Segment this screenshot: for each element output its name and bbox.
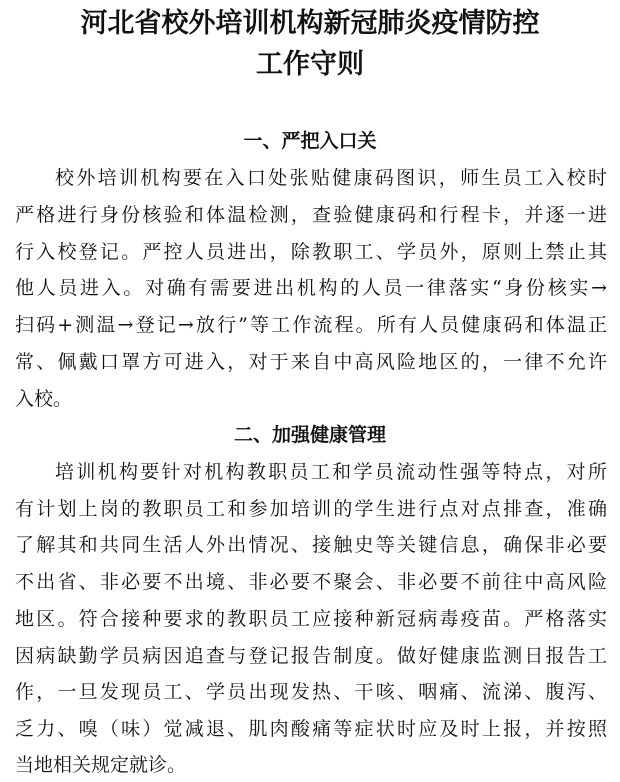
- paragraph-line: 严格进行身份核验和体温检测，查验健康码和行程卡，并逐一进: [15, 204, 607, 226]
- paragraph-line: 入校。: [15, 388, 73, 410]
- paragraph-line: 当地相关规定就诊。: [15, 754, 187, 776]
- paragraph-line: 扫码+测温→登记→放行”等工作流程。所有人员健康码和体温正: [15, 314, 607, 336]
- paragraph-line: 不出省、非必要不出境、非必要不聚会、非必要不前往中高风险: [15, 571, 607, 593]
- paragraph-line: 行入校登记。严控人员进出，除教职工、学员外，原则上禁止其: [15, 241, 607, 263]
- document-title-line-1: 河北省校外培训机构新冠肺炎疫情防控: [80, 8, 540, 39]
- paragraph-line: 常、佩戴口罩方可进入，对于来自中高风险地区的，一律不允许: [15, 351, 607, 373]
- paragraph-line: 有计划上岗的教职员工和参加培训的学生进行点对点排查，准确: [15, 498, 607, 520]
- section-heading-health-management: 二、加强健康管理: [233, 424, 386, 446]
- paragraph-line: 因病缺勤学员病因追查与登记报告制度。做好健康监测日报告工: [15, 645, 607, 667]
- paragraph-line: 培训机构要针对机构教职员工和学员流动性强等特点，对所: [55, 461, 607, 483]
- paragraph-line: 他人员进入。对确有需要进出机构的人员一律落实“身份核实→: [15, 277, 607, 299]
- document-title-line-2: 工作守则: [256, 49, 364, 80]
- paragraph-line: 了解其和共同生活人外出情况、接触史等关键信息，确保非必要: [15, 534, 607, 556]
- paragraph-line: 校外培训机构要在入口处张贴健康码图识，师生员工入校时: [55, 167, 607, 189]
- paragraph-line: 作，一旦发现员工、学员出现发热、干咳、咽痛、流涕、腹泻、: [15, 681, 607, 703]
- paragraph-line: 地区。符合接种要求的教职员工应接种新冠病毒疫苗。严格落实: [15, 608, 607, 630]
- paragraph-line: 乏力、嗅（味）觉减退、肌肉酸痛等症状时应及时上报，并按照: [15, 718, 607, 740]
- section-heading-entrance-control: 一、严把入口关: [243, 130, 377, 152]
